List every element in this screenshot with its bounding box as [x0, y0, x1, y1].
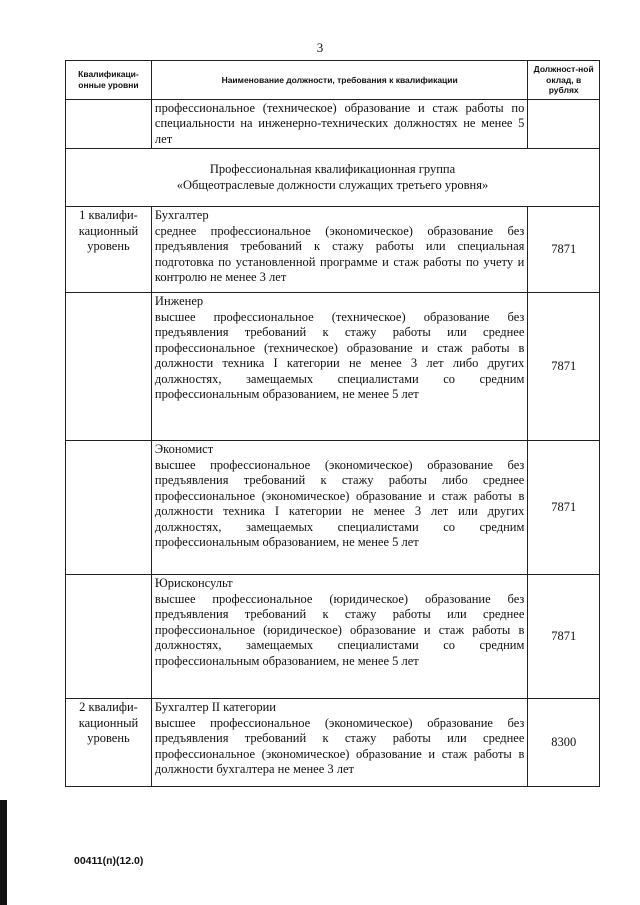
document-code: 00411(п)(12.0): [74, 855, 144, 867]
position-title: Юрисконсульт: [154, 576, 233, 590]
table-row: [66, 207, 600, 293]
position-requirements: среднее профессиональное (экономическое) образование без предъявления требований к стажу работы или специальная подготовка по установленной программе и стаж работы по учету и контролю не менее 3 лет: [154, 223, 525, 284]
table-row: [66, 293, 600, 441]
qualification-level: [66, 441, 152, 575]
header-position: Наименование должности, требования к квалификации: [151, 61, 527, 100]
salary-value: 7871: [528, 575, 600, 699]
position-title: Экономист: [154, 442, 214, 456]
group-title-row: [66, 149, 600, 207]
qualification-level: 1 квалифи-кационный уровень: [66, 207, 152, 293]
continuation-text: профессиональное (техническое) образование и стаж работы по специальности на инженерно-технических должностях не менее 5 лет: [151, 99, 527, 149]
position-cell: [151, 293, 527, 441]
qualification-level: 2 квалифи-кационный уровень: [66, 699, 152, 787]
group-title-line2: «Общеотраслевые должности служащих третьего уровня»: [176, 177, 489, 192]
header-salary: Должност-ной оклад, в рублях: [528, 61, 600, 100]
salary-value: 8300: [528, 699, 600, 787]
position-requirements: высшее профессиональное (экономическое) образование без предъявления требований к стажу работы или среднее профессиональное (экономическое) образование и стаж работы в должности бухгалтера не менее 3 лет: [154, 715, 525, 776]
group-title: [66, 149, 600, 207]
continuation-row: [66, 99, 600, 149]
salary-value: 7871: [528, 441, 600, 575]
position-title: Инженер: [154, 294, 204, 308]
table-row: [66, 575, 600, 699]
position-cell: [151, 699, 527, 787]
page-number: 3: [316, 40, 324, 55]
continuation-salary-cell: [528, 99, 600, 149]
position-requirements: высшее профессиональное (юридическое) образование без предъявления требований к стажу работы или среднее профессиональное (юридическое) образование и стаж работы в должностях, замещаемых специалистами со средним профессиональным образованием, не менее 5 лет: [154, 591, 525, 668]
position-cell: [151, 575, 527, 699]
scan-edge-mark: [0, 800, 7, 905]
table-header-row: [66, 61, 600, 100]
salary-value: 7871: [528, 293, 600, 441]
position-title: Бухгалтер II категории: [154, 700, 276, 714]
salary-value: 7871: [528, 207, 600, 293]
position-title: Бухгалтер: [154, 208, 209, 222]
position-cell: [151, 441, 527, 575]
qualification-level: [66, 575, 152, 699]
table-row: [66, 699, 600, 787]
qualification-level: [66, 293, 152, 441]
header-levels: Квалификаци-онные уровни: [66, 61, 152, 100]
group-title-line1: Профессиональная квалификационная группа: [209, 162, 456, 176]
position-cell: [151, 207, 527, 293]
position-requirements: высшее профессиональное (экономическое) образование без предъявления требований к стажу работы либо среднее профессиональное (экономическое) образование и стаж работы в должности техника I категории не менее 3 лет или других должностях, замещаемых специалистами со средним профессиональным образованием, не менее 5 лет: [154, 457, 525, 549]
position-requirements: высшее профессиональное (техническое) образование без предъявления требований к стажу работы или среднее профессиональное (техническое) образование и стаж работы в должности техника I категории не менее 3 лет либо других должностях, замещаемых специалистами со средним профессиональным образованием, не менее 5 лет: [154, 309, 525, 401]
qualification-table: [65, 60, 600, 787]
continuation-level-cell: [66, 99, 152, 149]
table-row: [66, 441, 600, 575]
